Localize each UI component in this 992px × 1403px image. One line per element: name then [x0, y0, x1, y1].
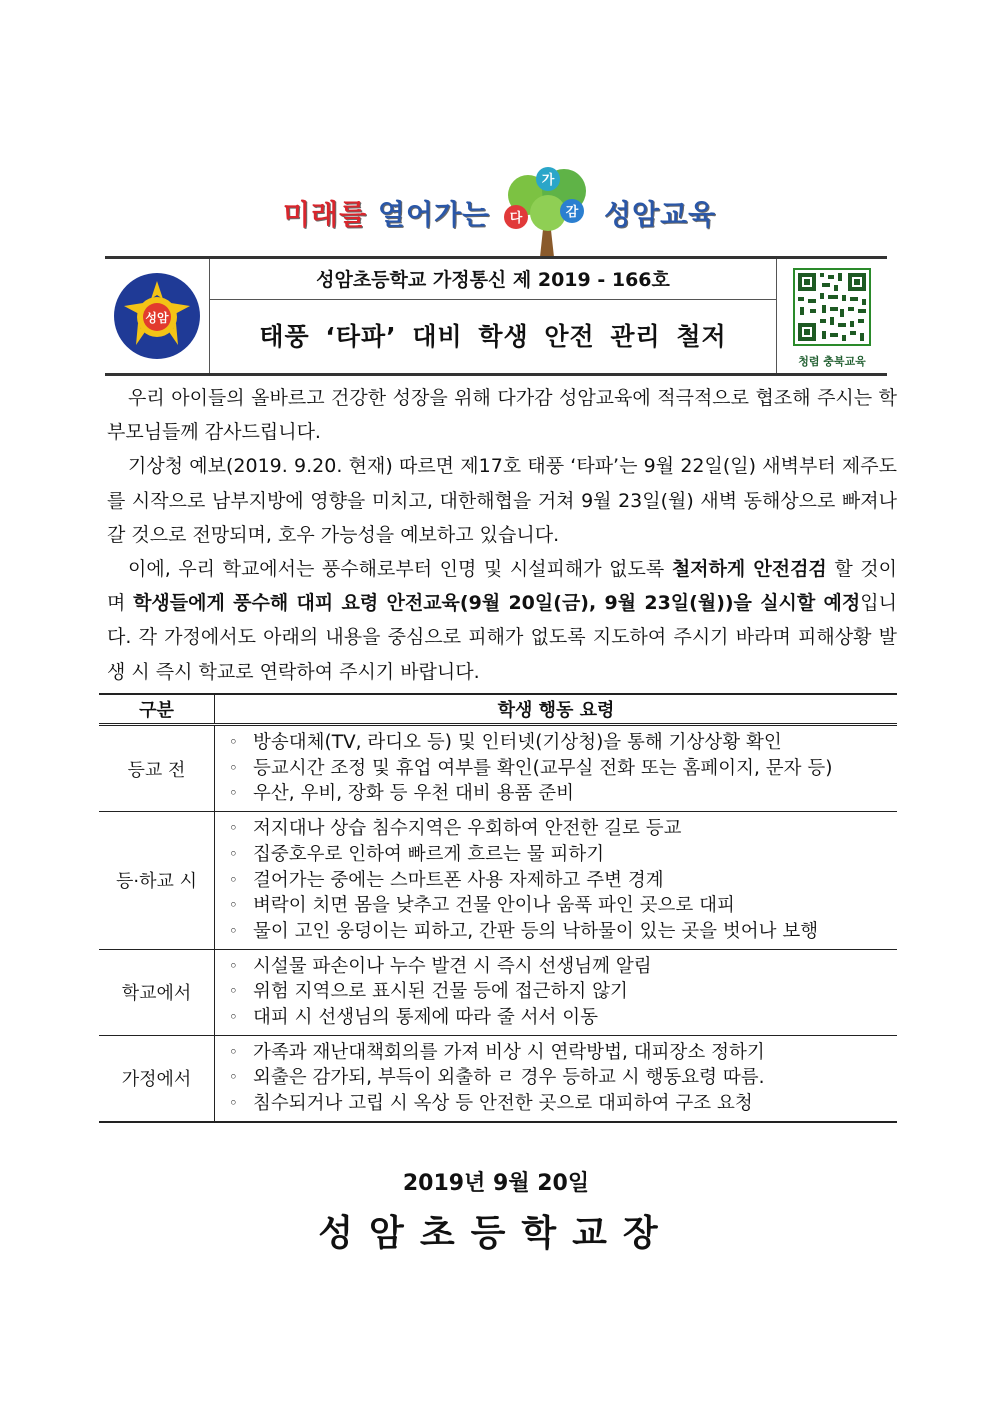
row-items — [215, 1035, 898, 1122]
header-actions: 학생 행동 요령 — [215, 694, 898, 725]
p3-bold-1: 철저하게 안전검검 — [671, 558, 827, 581]
bullet-icon: ◦ — [229, 1094, 238, 1113]
list-item: ◦ 집중호우로 인하여 빠르게 흐르는 물 피하기 — [229, 842, 889, 868]
list-item: ◦ 벼락이 치면 몸을 낮추고 건물 안이나 움푹 파인 곳으로 대피 — [229, 893, 889, 919]
list-item: ◦ 걸어가는 중에는 스마트폰 사용 자제하고 주변 경계 — [229, 868, 889, 894]
row-category: 등교 전 — [99, 725, 215, 812]
bullet-icon: ◦ — [229, 921, 238, 940]
bullet-icon: ◦ — [229, 1008, 238, 1027]
bullet-icon: ◦ — [229, 870, 238, 889]
qr-cell — [776, 259, 887, 373]
slogan-right-text: 성암교육 — [604, 198, 717, 231]
list-item: ◦ 외출은 감가되, 부득이 외출하 ㄹ 경우 등하교 시 행동요령 따름. — [229, 1065, 889, 1091]
list-item: ◦ 시설물 파손이나 누수 발견 시 즉시 선생님께 알림 — [229, 954, 889, 980]
row-category: 가정에서 — [99, 1035, 215, 1122]
emblem-text: 성암 — [145, 311, 169, 325]
school-emblem-icon — [105, 259, 209, 373]
row-items — [215, 949, 898, 1035]
bullet-icon: ◦ — [229, 844, 238, 863]
list-item: ◦ 저지대나 상습 침수지역은 우회하여 안전한 길로 등교 — [229, 816, 889, 842]
body-text — [107, 381, 897, 689]
table-row — [99, 949, 897, 1035]
qr-code-icon — [777, 259, 887, 351]
slogan-red-text: 미래를 — [283, 198, 378, 231]
header-text-cell — [210, 259, 776, 373]
bullet-icon: ◦ — [229, 1068, 238, 1087]
paragraph-2: 기상청 예보(2019. 9.20. 현재) 따르면 제17호 태풍 ‘타파’는 9월 22일(일) 새벽부터 제주도를 시작으로 남부지방에 영향을 미치고, 대한해협을 거쳐 9월 23일(월) 새벽 동해상으로 빠져나갈 것으로 전망되며, 호우 가능성을 예보하고 있습니다. — [107, 455, 897, 546]
bullet-icon: ◦ — [229, 758, 238, 777]
p3-c: 할 것이며 — [107, 558, 897, 615]
paragraph-3 — [107, 552, 897, 689]
bullet-icon: ◦ — [229, 1042, 238, 1061]
row-items — [215, 725, 898, 812]
slogan-left-text — [283, 193, 490, 233]
row-category: 학교에서 — [99, 949, 215, 1035]
school-emblem-cell — [105, 259, 210, 373]
table-row — [99, 725, 897, 812]
row-items — [215, 812, 898, 950]
bullet-icon: ◦ — [229, 819, 238, 838]
table-header-row — [99, 694, 897, 725]
list-item: ◦ 우산, 우비, 장화 등 우천 대비 용품 준비 — [229, 781, 889, 807]
list-item: ◦ 침수되거나 고립 시 옥상 등 안전한 곳으로 대피하여 구조 요청 — [229, 1091, 889, 1117]
table-row — [99, 1035, 897, 1122]
tree-logo-icon — [488, 165, 608, 257]
qr-caption: 청렴 충북교육 — [798, 355, 866, 368]
document-title: 태풍 ‘타파’ 대비 학생 안전 관리 철저 — [259, 322, 727, 351]
list-item: ◦ 등교시간 조정 및 휴업 여부를 확인(교무실 전화 또는 홈페이지, 문자 등) — [229, 756, 889, 782]
bullet-icon: ◦ — [229, 896, 238, 915]
list-item: ◦ 물이 고인 웅덩이는 피하고, 간판 등의 낙하물이 있는 곳을 벗어나 보행 — [229, 919, 889, 945]
paragraph-1: 우리 아이들의 올바르고 건강한 성장을 위해 다가감 성암교육에 적극적으로 협조해 주시는 학부모님들께 감사드립니다. — [107, 387, 897, 444]
tree-syllable-da: 다 — [509, 211, 523, 226]
slogan-banner — [0, 165, 992, 245]
list-item: ◦ 방송대체(TV, 라디오 등) 및 인터넷(기상청)을 통해 기상상황 확인 — [229, 730, 889, 756]
p3-a: 이에, 우리 학교에서는 풍수해로부터 인명 및 시설피해가 없도록 — [128, 558, 672, 581]
slogan-blue-text: 열어가는 — [377, 198, 491, 231]
bullet-icon: ◦ — [229, 733, 238, 751]
action-table — [99, 693, 897, 1123]
table-row — [99, 812, 897, 950]
principal-signature: 성암초등학교장 — [318, 1213, 674, 1254]
row-category: 등·하교 시 — [99, 812, 215, 950]
bullet-icon: ◦ — [229, 956, 238, 975]
list-item: ◦ 가족과 재난대책회의를 가져 비상 시 연락방법, 대피장소 정하기 — [229, 1040, 889, 1066]
document-date: 2019년 9월 20일 — [402, 1171, 590, 1196]
tree-syllable-gam: 감 — [565, 205, 579, 220]
tree-syllable-ga: 가 — [541, 173, 555, 188]
p3-d: 입니다. 각 가정에서도 아래의 내용을 중심으로 피해가 없도록 지도하여 주시기 바라며 피해상황 발생 시 즉시 학교로 연락하여 주시기 바랍니다. — [107, 592, 897, 683]
issue-number: 성암초등학교 가정통신 제 2019 - 166호 — [210, 259, 776, 300]
list-item: ◦ 위험 지역으로 표시된 건물 등에 접근하지 않기 — [229, 979, 889, 1005]
bullet-icon: ◦ — [229, 982, 238, 1001]
bullet-icon: ◦ — [229, 784, 238, 803]
p3-bold-2: 학생들에게 풍수해 대피 요령 안전교육(9월 20일(금), 9월 23일(월))을 실시할 예정 — [133, 592, 861, 615]
newsletter-header — [105, 256, 887, 376]
header-category: 구분 — [99, 694, 215, 725]
list-item: ◦ 대피 시 선생님의 통제에 따라 줄 서서 이동 — [229, 1005, 889, 1031]
